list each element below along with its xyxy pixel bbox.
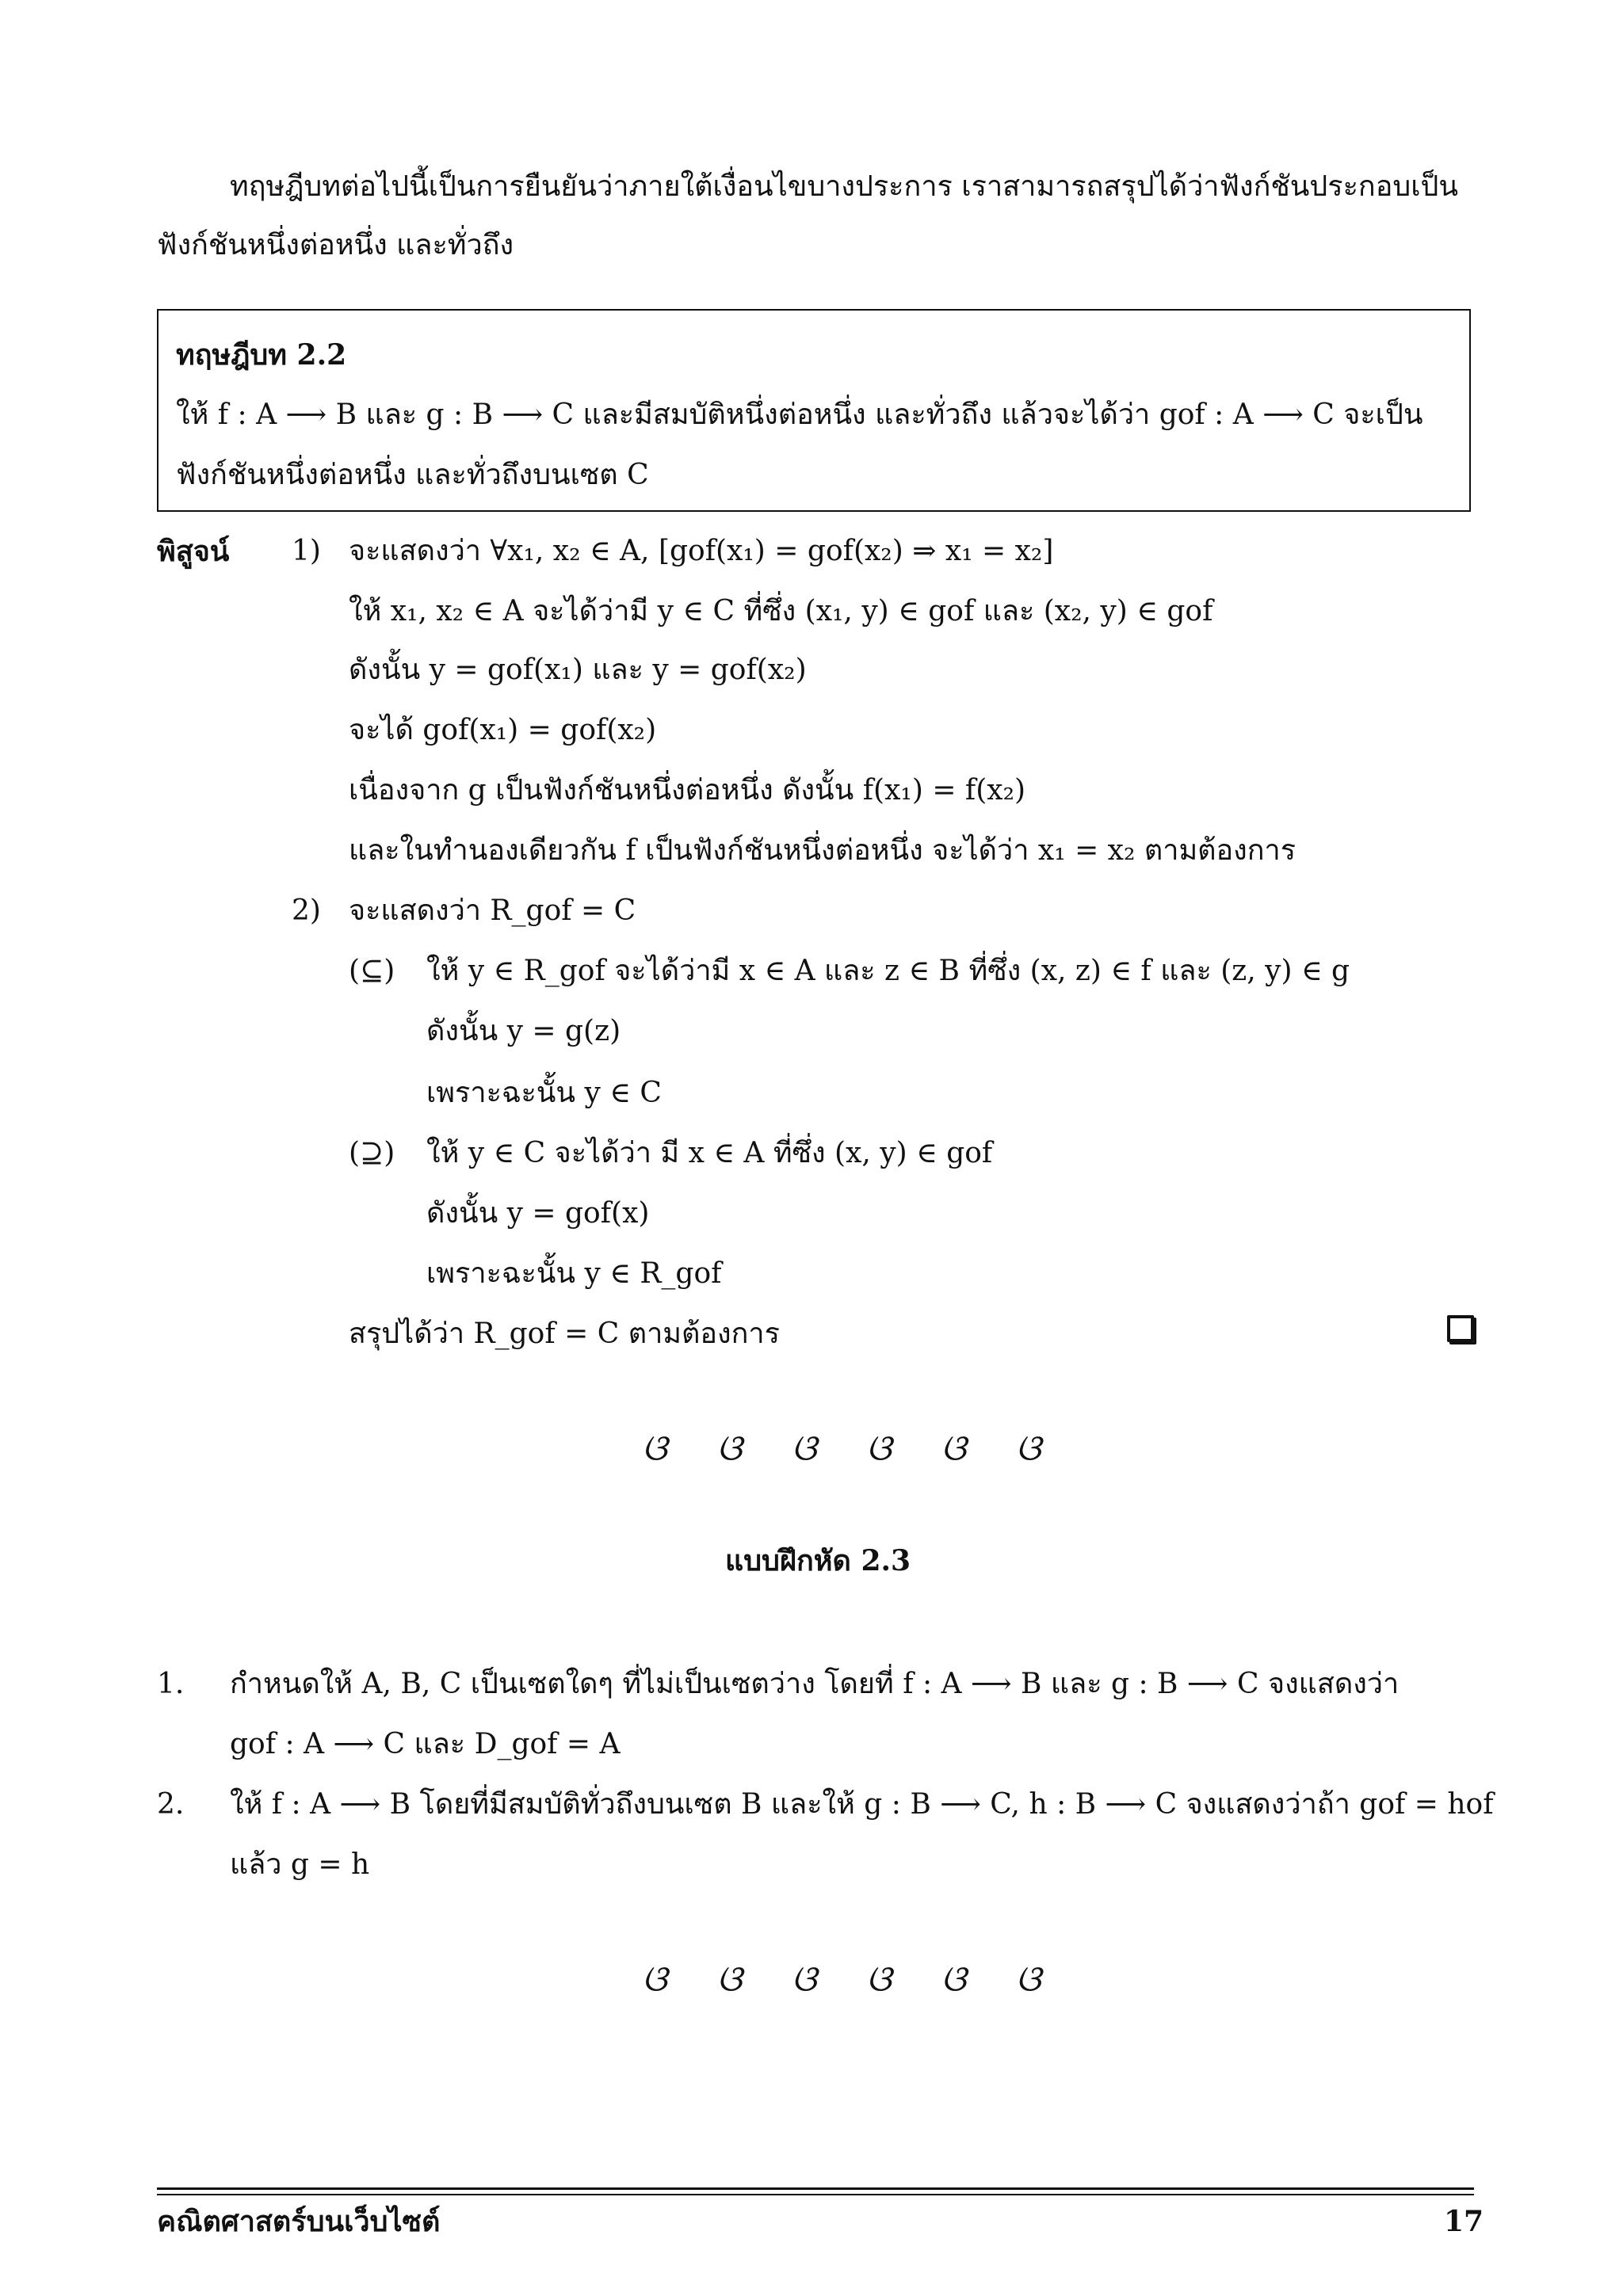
- proof-line: ให้ y ∈ C จะได้ว่า มี x ∈ A ที่ซึ่ง (x, y) ∈ gof: [426, 1137, 993, 1169]
- superset-mark: (⊇): [349, 1137, 395, 1169]
- proof-conclusion: สรุปได้ว่า R_gof = C ตามต้องการ: [349, 1318, 780, 1350]
- proof-line: เพราะฉะนั้น y ∈ C: [426, 1077, 662, 1109]
- subset-mark: (⊆): [349, 955, 395, 987]
- proof-part2-number: 2): [292, 894, 321, 927]
- footer-title: คณิตศาสตร์บนเว็บไซต์: [157, 2205, 441, 2238]
- proof-line: เนื่องจาก g เป็นฟังก์ชันหนึ่งต่อหนึ่ง ดังนั้น f(x₁) = f(x₂): [349, 774, 1026, 807]
- qed-box-icon: [1447, 1315, 1474, 1342]
- ornament-divider: ଓ ଓ ଓ ଓ ଓ ଓ: [642, 1426, 1060, 1469]
- exercise-title: แบบฝึกหัด 2.3: [725, 1544, 911, 1577]
- proof-part2-heading: จะแสดงว่า R_gof = C: [349, 894, 636, 927]
- proof-line: และในทำนองเดียวกัน f เป็นฟังก์ชันหนึ่งต่อหนึ่ง จะได้ว่า x₁ = x₂ ตามต้องการ: [349, 834, 1296, 867]
- exercise-item-number: 1.: [157, 1668, 185, 1700]
- exercise-item-line: แล้ว g = h: [230, 1848, 370, 1881]
- theorem-line-1: ให้ f : A ⟶ B และ g : B ⟶ C และมีสมบัติหนึ่งต่อหนึ่ง และทั่วถึง แล้วจะได้ว่า gof : A ⟶ C จะเป็น: [176, 399, 1423, 431]
- footer-rule: [157, 2194, 1474, 2195]
- proof-line: ให้ x₁, x₂ ∈ A จะได้ว่ามี y ∈ C ที่ซึ่ง (x₁, y) ∈ gof และ (x₂, y) ∈ gof: [349, 595, 1213, 627]
- proof-line: ดังนั้น y = gof(x₁) และ y = gof(x₂): [349, 654, 807, 686]
- proof-part1-heading: จะแสดงว่า ∀x₁, x₂ ∈ A, [gof(x₁) = gof(x₂) ⇒ x₁ = x₂]: [349, 535, 1054, 567]
- exercise-item-line: กำหนดให้ A, B, C เป็นเซตใดๆ ที่ไม่เป็นเซตว่าง โดยที่ f : A ⟶ B และ g : B ⟶ C จงแสดงว่า: [230, 1668, 1400, 1700]
- exercise-item-number: 2.: [157, 1788, 185, 1821]
- proof-line: จะได้ gof(x₁) = gof(x₂): [349, 714, 657, 746]
- proof-line: ให้ y ∈ R_gof จะได้ว่ามี x ∈ A และ z ∈ B ที่ซึ่ง (x, z) ∈ f และ (z, y) ∈ g: [426, 955, 1350, 987]
- proof-part1-number: 1): [292, 535, 321, 567]
- proof-label: พิสูจน์: [157, 535, 230, 568]
- exercise-item-line: gof : A ⟶ C และ D_gof = A: [230, 1728, 621, 1760]
- page-number: 17: [1444, 2205, 1484, 2238]
- proof-line: ดังนั้น y = gof(x): [426, 1197, 650, 1230]
- theorem-line-2: ฟังก์ชันหนึ่งต่อหนึ่ง และทั่วถึงบนเซต C: [176, 459, 649, 491]
- proof-line: ดังนั้น y = g(z): [426, 1015, 621, 1047]
- intro-line-1: ทฤษฎีบทต่อไปนี้เป็นการยืนยันว่าภายใต้เงื่อนไขบางประการ เราสามารถสรุปได้ว่าฟังก์ชันประกอบเป็น: [230, 170, 1458, 203]
- theorem-title: ทฤษฎีบท 2.2: [176, 338, 347, 372]
- exercise-item-line: ให้ f : A ⟶ B โดยที่มีสมบัติทั่วถึงบนเซต B และให้ g : B ⟶ C, h : B ⟶ C จงแสดงว่าถ้า gof = hof: [230, 1788, 1494, 1821]
- proof-line: เพราะฉะนั้น y ∈ R_gof: [426, 1257, 722, 1290]
- ornament-divider: ଓ ଓ ଓ ଓ ଓ ଓ: [642, 1957, 1060, 2000]
- footer-rule: [157, 2187, 1474, 2190]
- intro-line-2: ฟังก์ชันหนึ่งต่อหนึ่ง และทั่วถึง: [157, 229, 514, 261]
